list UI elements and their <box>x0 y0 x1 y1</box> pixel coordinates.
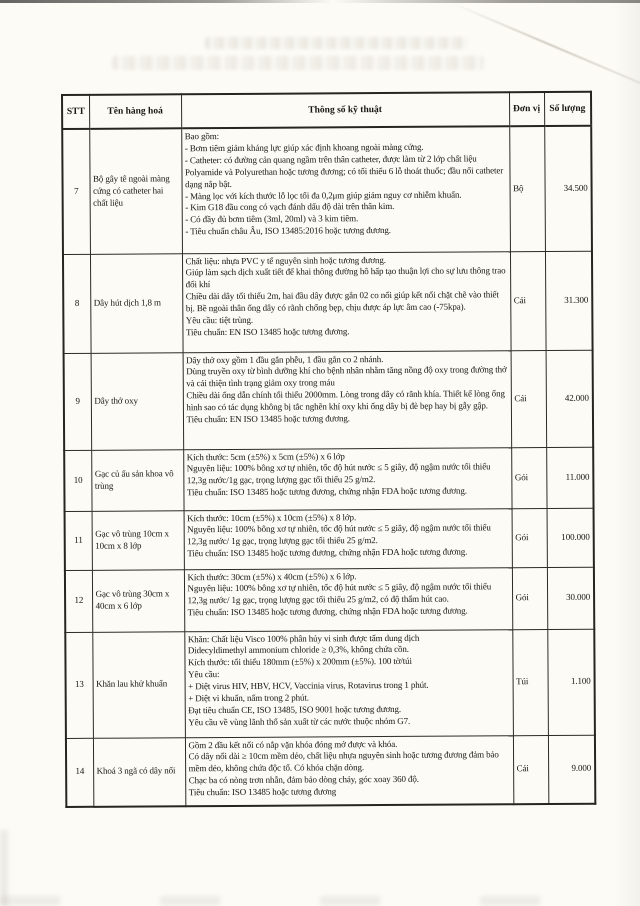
row-stt: 14 <box>66 738 93 807</box>
row-specs: Chất liệu: nhựa PVC y tế nguyên sinh hoặc tương đương. Giúp làm sạch dịch xuất tiết để khai thông đường hô hấp tạo thuận lợi cho sự lưu thông trao đổi khí Chiều dài dây tối thiểu 2m, hai đầu dây được gắn 02 co nối giúp kết nối chặt chẽ vào thiết bị. Bề ngoài thân ống dây có rãnh chống bẹp, chịu được áp lực âm cao (-75kpa). Yêu cầu: tiệt trùng. Tiêu chuẩn: EN ISO 13485 hoặc tương đương. <box>182 251 511 352</box>
row-quantity: 31.300 <box>545 251 593 350</box>
row-unit: Gói <box>512 508 547 567</box>
row-unit: Gói <box>512 567 547 629</box>
table-row <box>66 735 595 807</box>
row-specs: Dây thở oxy gồm 1 đầu gắn phễu, 1 đầu gắn co 2 nhánh. Dùng truyền oxy từ bình dưỡng khí cho bệnh nhân nhằm tăng nồng độ oxy trong đường thở và cải thiện tình trạng giảm oxy trong máu Chiều dài ống dẫn chính tối thiểu 2000mm. Lòng trong dây có rãnh khía. Thiết kế lòng ống hình sao có tác dụng không bị tắc nghẽn khí oxy khi ống dây bị đè bẹp hay bị gẫy gập. Tiêu chuẩn: EN ISO 13485 hoặc tương đương. <box>183 350 512 449</box>
row-product-name: Dây hút dịch 1,8 m <box>90 253 183 353</box>
scanner-edge-artifact <box>0 0 640 3</box>
row-stt: 10 <box>64 450 91 511</box>
table-row <box>62 126 592 254</box>
row-product-name: Gạc vô trùng 10cm x 10cm x 8 lớp <box>92 510 184 570</box>
row-specs: Kích thước: 10cm (±5%) x 10cm (±5%) x 8 lớp. Nguyên liệu: 100% bông xơ tự nhiên, tốc độ hút nước ≤ 5 giây, độ ngậm nước tối thiểu 12,3g nước/ 1g gạc, trọng lượng gạc tối thiểu 25 g/m2. Tiêu chuẩn: ISO 13485 hoặc tương đương, chứng nhận FDA hoặc tương đương. <box>184 508 512 569</box>
row-stt: 7 <box>62 129 90 254</box>
goods-table-container <box>61 91 596 808</box>
row-stt: 9 <box>64 353 92 450</box>
row-unit: Túi <box>512 629 548 735</box>
header-product-name: Tên hàng hoá <box>89 94 181 129</box>
row-unit: Gói <box>511 447 546 508</box>
row-unit: Bộ <box>509 126 545 251</box>
row-product-name: Gạc củ ấu sản khoa vô trùng <box>91 449 183 511</box>
row-unit: Cái <box>513 735 548 804</box>
row-product-name: Khoá 3 ngã có dây nối <box>93 737 185 807</box>
row-unit: Cái <box>510 251 546 350</box>
goods-spec-table <box>61 91 596 808</box>
table-row <box>63 251 593 353</box>
bleedthrough-text-artifact <box>205 37 467 49</box>
row-specs: Kích thước: 30cm (±5%) x 40cm (±5%) x 6 lớp. Nguyên liệu: 100% bông xơ tự nhiên, tốc độ hút nước ≤ 5 giây, độ ngậm nước tối thiểu 12,3g nước/ 1g gạc, trọng lượng gạc tối thiểu 25 g/m2, có độ thẩm hút cao. Tiêu chuẩn: ISO 13485 hoặc tương đương, chứng nhận FDA hoặc tương đương. <box>184 567 512 631</box>
row-product-name: Gạc vô trùng 30cm x 40cm x 6 lớp <box>92 569 184 632</box>
row-quantity: 42.000 <box>546 350 594 447</box>
bleedthrough-text-artifact <box>112 56 484 70</box>
table-row <box>64 350 594 450</box>
row-product-name: Dây thở oxy <box>91 352 184 450</box>
row-quantity: 34.500 <box>544 126 592 251</box>
header-stt: STT <box>62 95 89 129</box>
table-row <box>65 508 594 570</box>
row-stt: 12 <box>65 570 92 632</box>
row-specs: Kích thước: 5cm (±5%) x 5cm (±5%) x 6 lớp Nguyên liệu: 100% bông xơ tự nhiên, tốc độ hút nước ≤ 5 giây, độ ngậm nước tối thiểu 12,3g nước/1g gạc, trọng lượng gạc tối thiểu 25 g/m2. Tiêu chuẩn: ISO 13485 hoặc tương đương, chứng nhận FDA hoặc tương đương. <box>183 447 511 510</box>
row-quantity: 9.000 <box>548 735 595 804</box>
row-quantity: 1.100 <box>547 629 595 735</box>
row-quantity: 100.000 <box>547 508 594 567</box>
row-specs: Gồm 2 đầu kết nối có nắp vặn khóa đóng mở được và khóa. Có dây nối dài ≥ 10cm mềm dẻo, chất liệu nhựa nguyên sinh hoặc tương đương đảm bảo mềm dẻo, không chứa độc tố. Có khóa chặn dòng. Chạc ba có nòng trơn nhẵn, đảm bảo dòng chảy, góc xoay 360 độ. Tiêu chuẩn: ISO 13485 hoặc tương đương <box>185 735 513 806</box>
row-stt: 8 <box>63 254 91 353</box>
header-quantity: Số lượng <box>544 92 591 126</box>
table-body <box>62 126 595 807</box>
page-edge-shadow <box>614 0 640 906</box>
page-bottom-smudge <box>0 896 640 906</box>
row-specs: Khăn: Chất liệu Visco 100% phân hủy vi sinh được tẩm dung dịch Didecyldimethyl ammonium chloride ≥ 0,3%, không chứa cồn. Kích thước: tối thiểu 180mm (±5%) x 200mm (±5%). 100 tờ/túi Yêu cầu: + Diệt virus HIV, HBV, HCV, Vaccinia virus, Rotavirus trong 1 phút. + Diệt vi khuẩn, nấm trong 2 phút. Đạt tiêu chuẩn CE, ISO 13485, ISO 9001 hoặc tương đương. Yêu cầu về vùng lãnh thổ sản xuất từ các nước thuộc nhóm G7. <box>184 629 513 737</box>
row-stt: 13 <box>65 632 93 738</box>
table-row <box>65 567 594 632</box>
row-product-name: Khăn lau khử khuẩn <box>92 631 185 738</box>
header-specs: Thông số kỹ thuật <box>181 92 509 128</box>
page-edge-smudge <box>0 830 8 906</box>
table-row <box>65 629 595 738</box>
row-quantity: 30.000 <box>547 567 594 629</box>
table-row <box>64 447 593 511</box>
row-specs: Bao gồm: - Bơm tiêm giảm kháng lực giúp xác định khoang ngoài màng cứng. - Catheter: có đường cản quang ngầm trên thân catheter, được làm từ 2 lớp chất liệu Polyamide và Polyurethan hoặc tương đương; có tối thiểu 6 lỗ thoát thuốc; đầu nối catheter dạng nắp bật. - Màng lọc với kích thước lỗ lọc tối đa 0,2μm giúp giảm nguy cơ nhiễm khuẩn. - Kim G18 đầu cong có vạch đánh dấu độ dài trên thân kim. - Có đầy đủ bơm tiêm (3ml, 20ml) và 3 kim tiêm. - Tiêu chuẩn châu Âu, ISO 13485:2016 hoặc tương đương. <box>181 126 510 253</box>
page-crease-line <box>451 2 640 87</box>
header-unit: Đơn vị <box>509 92 544 126</box>
table-header-row <box>62 92 591 129</box>
row-product-name: Bộ gây tê ngoài màng cứng có catheter hai chất liệu <box>89 128 182 254</box>
row-quantity: 11.000 <box>546 447 593 508</box>
row-unit: Cái <box>511 350 547 447</box>
row-stt: 11 <box>65 511 92 570</box>
